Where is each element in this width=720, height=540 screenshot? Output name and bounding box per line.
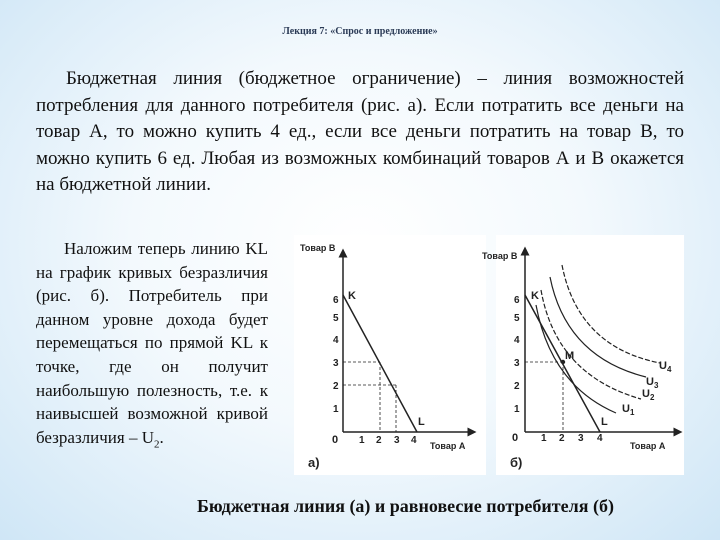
graph-b-ytick-4: 4 — [514, 335, 520, 346]
graph-a-ytick-1: 1 — [333, 404, 339, 415]
graph-b-label-u2 — [642, 388, 655, 402]
graph-b-xtick-3: 3 — [578, 433, 584, 444]
graph-b-xlabel: Товар А — [630, 441, 666, 451]
graph-b-label-u4-sub: 4 — [666, 365, 672, 374]
graph-b-curve-u2 — [541, 290, 641, 399]
graph-a-xtick-2: 2 — [376, 435, 382, 446]
graph-b-svg — [482, 235, 684, 475]
graph-b-xtick-2: 2 — [559, 433, 565, 444]
graph-b-label-u1 — [622, 403, 635, 417]
graph-b-label-u4-main: U — [659, 360, 667, 372]
paragraph-indifference-sub: 2 — [153, 438, 160, 451]
graph-a-ytick-3: 3 — [333, 358, 339, 369]
graph-b-xtick-4: 4 — [597, 433, 603, 444]
graph-a-ylabel: Товар В — [300, 243, 336, 253]
graph-a-svg — [294, 235, 486, 475]
graph-b-ytick-2: 2 — [514, 381, 520, 392]
graph-b-consumer-equilibrium — [482, 235, 684, 475]
graph-b-ytick-6: 6 — [514, 295, 520, 306]
graph-a-panel-label: а) — [308, 455, 320, 470]
graph-b-point-k: K — [531, 290, 539, 302]
graph-a-point-k: K — [348, 290, 356, 302]
graph-a-ytick-5: 5 — [333, 313, 339, 324]
graph-a-budget-line — [294, 235, 486, 475]
paragraph-indifference — [36, 237, 268, 457]
figure-caption: Бюджетная линия (а) и равновесие потребителя (б) — [197, 496, 614, 516]
graph-b-label-u3-main: U — [646, 376, 654, 388]
graph-a-point-l: L — [418, 416, 425, 428]
graph-b-origin: 0 — [512, 432, 519, 444]
graph-b-curve-u4 — [562, 265, 660, 363]
graph-b-ylabel: Товар В — [482, 251, 518, 261]
graph-b-label-u1-main: U — [622, 403, 630, 415]
graph-b-ytick-3: 3 — [514, 358, 520, 369]
graph-b-label-u3-sub: 3 — [653, 381, 659, 390]
lecture-header: Лекция 7: «Спрос и предложение» — [282, 26, 438, 37]
graph-a-xtick-3: 3 — [394, 435, 400, 446]
paragraph-budget-line: Бюджетная линия (бюджетное ограничение) – линия возможностей потребления для данного потребителя (рис. а). Если потратить все деньги на товар А, то можно купить 4 ед., если все деньги потратить на товар В, то можно купить 6 ед. Любая из возможных комбинаций товаров А и В окажется на бюджетной линии. — [36, 68, 684, 195]
graph-a-ytick-6: 6 — [333, 295, 339, 306]
graph-b-label-u1-sub: 1 — [629, 408, 635, 417]
graph-b-ytick-5: 5 — [514, 313, 520, 324]
graph-b-label-u2-sub: 2 — [649, 393, 655, 402]
graph-b-panel-label: б) — [510, 455, 523, 470]
graph-b-label-u3 — [646, 376, 659, 390]
paragraph-indifference-text: Наложим теперь линию KL на график кривых безразличия (рис. б). Потребитель при данном уровне дохода будет перемещаться по прямой KL к точке, где он получит наибольшую полезность, т.е. к наивысшей возможной кривой безразличия – U — [36, 239, 268, 447]
graph-b-curve-u1 — [536, 305, 616, 413]
graph-b-point-m: M — [565, 350, 575, 362]
graph-b-xtick-1: 1 — [541, 433, 547, 444]
graph-a-budget-line-kl — [343, 295, 417, 432]
graph-b-label-u4 — [659, 360, 672, 374]
graph-b-point-l: L — [601, 416, 608, 428]
graph-a-ytick-4: 4 — [333, 335, 339, 346]
paragraph-indifference-tail: . — [159, 427, 164, 447]
graph-b-label-u2-main: U — [642, 388, 650, 400]
graph-a-xlabel: Товар А — [430, 441, 466, 451]
graph-a-origin: 0 — [332, 434, 339, 446]
graph-a-xtick-1: 1 — [359, 435, 365, 446]
graph-a-ytick-2: 2 — [333, 381, 339, 392]
graph-b-ytick-1: 1 — [514, 404, 520, 415]
graph-a-xtick-4: 4 — [411, 435, 417, 446]
